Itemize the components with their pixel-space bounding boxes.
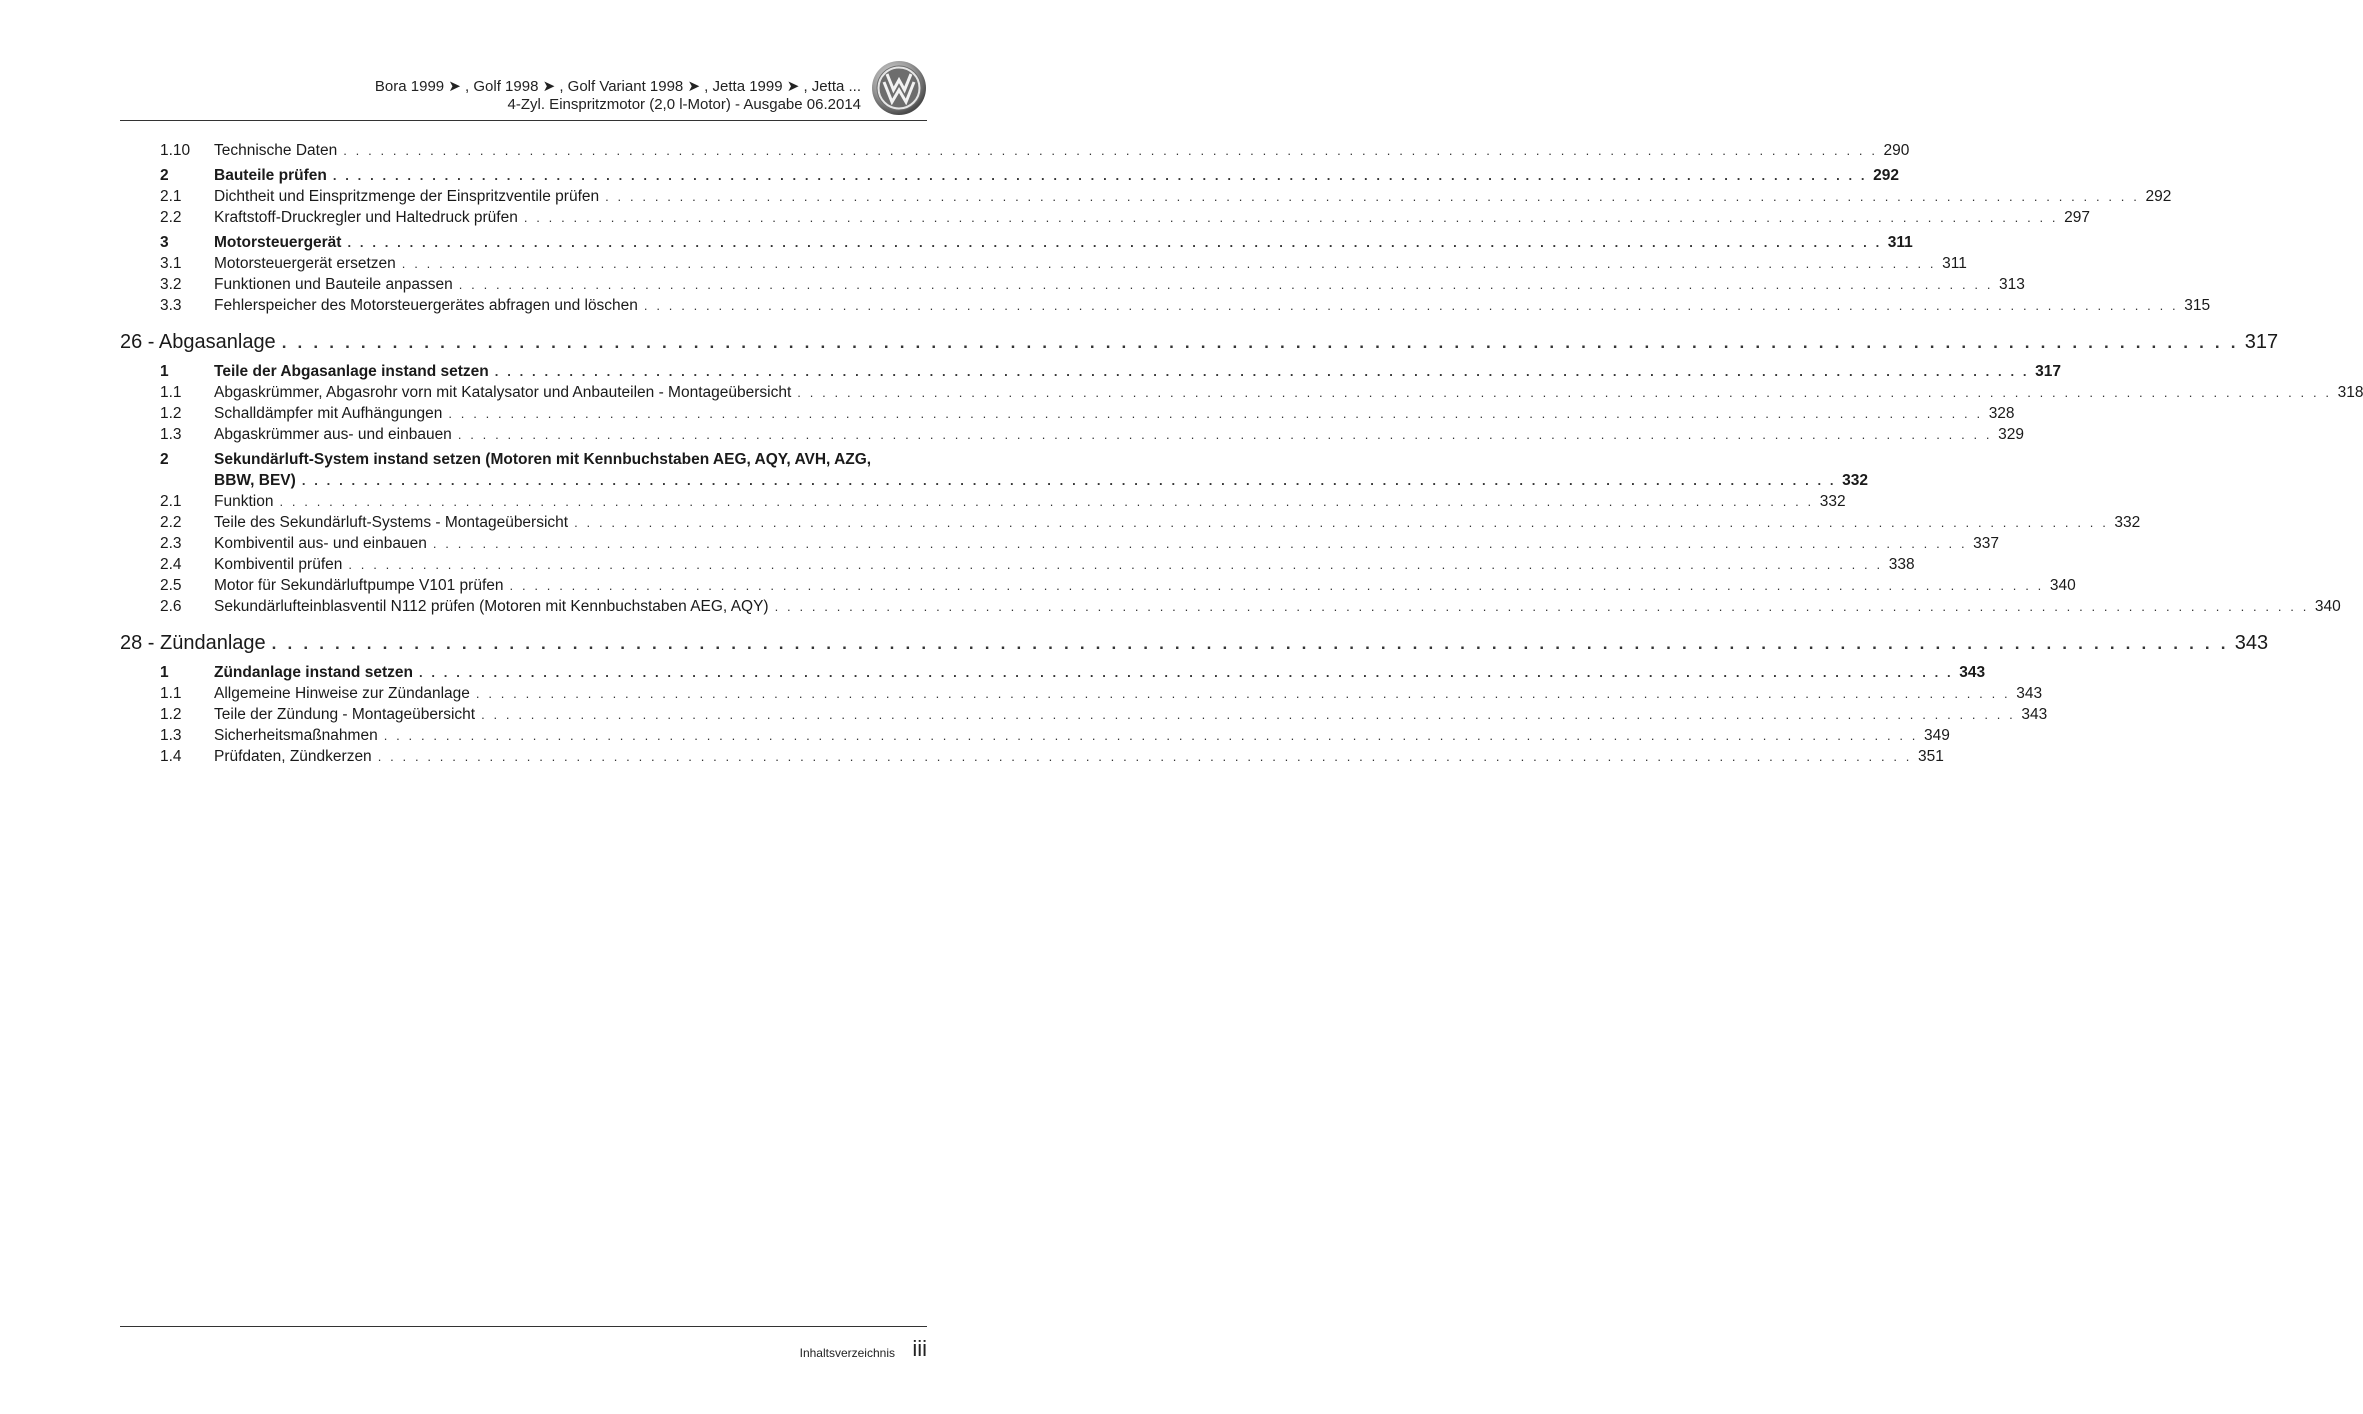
toc-title: Abgaskrümmer aus- und einbauen	[214, 426, 452, 443]
toc-dot-leader	[347, 232, 1881, 253]
chapter-title: 26 - Abgasanlage	[120, 331, 276, 353]
toc-dot-leader	[524, 207, 2058, 228]
toc-page-number: 317	[2035, 363, 2061, 380]
toc-entry[interactable]	[120, 274, 2025, 295]
toc-number: 2.1	[160, 188, 182, 205]
footer-page-number: iii	[912, 1336, 927, 1361]
toc-entry[interactable]	[120, 683, 2043, 704]
toc-number: 3	[160, 234, 169, 251]
toc-page-number: 292	[2145, 188, 2172, 205]
toc-dot-leader	[495, 361, 2029, 382]
toc-page-number: 313	[1999, 276, 2025, 293]
toc-number: 2.5	[160, 577, 182, 594]
toc-title: Zündanlage instand setzen	[214, 664, 413, 681]
toc-entry[interactable]	[120, 232, 1913, 253]
toc-dot-leader	[419, 662, 1953, 683]
toc-page-number: 311	[1887, 234, 1913, 251]
toc-entry[interactable]	[120, 424, 2025, 445]
toc-number: 1.1	[160, 685, 182, 702]
toc-title: Kraftstoff-Druckregler und Haltedruck prüfen	[214, 209, 518, 226]
toc-title: Sekundärlufteinblasventil N112 prüfen (Motoren mit Kennbuchstaben AEG, AQY)	[214, 598, 769, 615]
toc-title: Motorsteuergerät ersetzen	[214, 255, 396, 272]
toc-title: Funktionen und Bauteile anpassen	[214, 276, 453, 293]
toc-entry[interactable]	[120, 662, 1986, 683]
chapter-page-number: 343	[2234, 632, 2269, 654]
toc-title: Technische Daten	[214, 142, 338, 159]
toc-dot-leader	[476, 683, 2010, 704]
toc-number: 1	[160, 363, 169, 380]
toc-number: 1.10	[160, 142, 191, 159]
toc-page-number: 337	[1973, 535, 2000, 552]
toc-dot-leader	[459, 274, 1993, 295]
toc-number: 1.1	[160, 384, 182, 401]
toc-number: 2	[160, 451, 169, 468]
toc-entry[interactable]	[120, 253, 1967, 274]
toc-dot-leader	[378, 746, 1912, 767]
toc-title: Motor für Sekundärluftpumpe V101 prüfen	[214, 577, 504, 594]
footer-divider	[120, 1326, 927, 1327]
toc-dot-leader	[272, 630, 2229, 658]
toc-number: 2.4	[160, 556, 182, 573]
toc-number: 1.2	[160, 706, 182, 723]
vw-logo-icon	[871, 60, 927, 116]
header-divider	[120, 120, 927, 121]
header-text	[375, 78, 861, 114]
toc-number: 1.4	[160, 748, 182, 765]
toc-dot-leader	[282, 329, 2239, 357]
toc-entry[interactable]	[120, 382, 2363, 403]
toc-title: Teile der Abgasanlage instand setzen	[214, 363, 489, 380]
toc-page-number: 332	[2114, 514, 2141, 531]
toc-entry[interactable]	[120, 575, 2076, 596]
toc-page-number: 343	[2021, 706, 2048, 723]
chapter-page-number: 317	[2244, 331, 2279, 353]
toc-entry[interactable]	[120, 295, 2211, 316]
footer-section-label: Inhaltsverzeichnis	[799, 1346, 895, 1360]
toc-page-number: 332	[1842, 472, 1869, 489]
toc-title: Motorsteuergerät	[214, 234, 342, 251]
toc-number: 1.2	[160, 405, 182, 422]
toc-title: Kombiventil prüfen	[214, 556, 343, 573]
toc-number: 3.1	[160, 255, 182, 272]
toc-entry[interactable]	[120, 704, 2048, 725]
toc-dot-leader	[343, 140, 1877, 161]
toc-page-number: 328	[1988, 405, 2015, 422]
chapter-title: 28 - Zündanlage	[120, 632, 266, 654]
toc-dot-leader	[775, 596, 2309, 617]
toc-page-number: 343	[2016, 685, 2043, 702]
toc-dot-leader	[448, 403, 1982, 424]
toc-chapter-26[interactable]	[120, 328, 2279, 357]
toc-title: Teile des Sekundärluft-Systems - Montageübersicht	[214, 514, 569, 531]
header-engine-line: 4-Zyl. Einspritzmotor (2,0 l-Motor) - Ausgabe 06.2014	[507, 96, 861, 113]
toc-dot-leader	[348, 554, 1882, 575]
toc-number: 2.3	[160, 535, 182, 552]
toc-title: Teile der Zündung - Montageübersicht	[214, 706, 476, 723]
toc-dot-leader	[510, 575, 2044, 596]
toc-dot-leader	[279, 491, 1813, 512]
toc-title: Fehlerspeicher des Motorsteuergerätes abfragen und löschen	[214, 297, 638, 314]
toc-dot-leader	[644, 295, 2178, 316]
toc-dot-leader	[333, 165, 1867, 186]
toc-entry[interactable]	[120, 533, 2000, 554]
toc-dot-leader	[433, 533, 1967, 554]
toc-number: 3.2	[160, 276, 182, 293]
toc-dot-leader	[384, 725, 1918, 746]
toc-entry[interactable]	[120, 512, 2141, 533]
toc-page-number: 311	[1942, 255, 1967, 272]
page-header	[120, 60, 927, 120]
toc-page-number: 338	[1888, 556, 1915, 573]
toc-entry[interactable]	[120, 596, 2341, 617]
toc-number: 1.3	[160, 727, 182, 744]
toc-title-line2: BBW, BEV)	[214, 472, 296, 489]
toc-page-number: 318	[2337, 384, 2363, 401]
toc-entry[interactable]	[120, 165, 1900, 186]
toc-dot-leader	[302, 470, 1836, 491]
toc-chapter-28[interactable]	[120, 629, 2269, 658]
toc-dot-leader	[797, 382, 2331, 403]
toc-title: Funktion	[214, 493, 274, 510]
toc-number: 2	[160, 167, 169, 184]
toc-number: 2.6	[160, 598, 182, 615]
toc-entry[interactable]	[120, 554, 1915, 575]
toc-page-number: 329	[1998, 426, 2025, 443]
toc-title: Bauteile prüfen	[214, 167, 327, 184]
toc-page-number: 340	[2049, 577, 2076, 594]
header-vehicle-line: Bora 1999 ➤ , Golf 1998 ➤ , Golf Variant 1998 ➤ , Jetta 1999 ➤ , Jetta ...	[374, 78, 861, 95]
toc-number: 1	[160, 664, 169, 681]
toc-entry[interactable]	[120, 403, 2015, 424]
toc-title: Allgemeine Hinweise zur Zündanlage	[214, 685, 470, 702]
toc-title: Prüfdaten, Zündkerzen	[214, 748, 372, 765]
toc-page-number: 349	[1924, 727, 1950, 744]
table-of-contents	[120, 140, 2363, 767]
toc-dot-leader	[481, 704, 2015, 725]
toc-entry[interactable]	[120, 207, 2091, 228]
toc-title: Schalldämpfer mit Aufhängungen	[214, 405, 443, 422]
toc-page-number: 297	[2064, 209, 2091, 226]
toc-title: Dichtheit und Einspritzmenge der Einspritzventile prüfen	[214, 188, 600, 205]
toc-entry[interactable]	[120, 746, 1944, 767]
toc-page-number: 290	[1883, 142, 1910, 159]
toc-entry[interactable]	[120, 725, 1950, 746]
toc-number: 2.2	[160, 209, 182, 226]
toc-dot-leader	[574, 512, 2108, 533]
toc-entry[interactable]	[120, 491, 1846, 512]
toc-entry[interactable]	[120, 140, 1910, 161]
toc-entry[interactable]	[120, 449, 1869, 491]
toc-page-number: 315	[2184, 297, 2211, 314]
toc-entry[interactable]	[120, 186, 2172, 207]
toc-page-number: 292	[1873, 167, 1900, 184]
toc-title: Kombiventil aus- und einbauen	[214, 535, 427, 552]
toc-page-number: 351	[1918, 748, 1944, 765]
toc-number: 3.3	[160, 297, 182, 314]
toc-number: 1.3	[160, 426, 182, 443]
toc-page-number: 340	[2314, 598, 2341, 615]
toc-title-line1: Sekundärluft-System instand setzen (Motoren mit Kennbuchstaben AEG, AQY, AVH, AZG,	[214, 451, 872, 468]
toc-number: 2.1	[160, 493, 182, 510]
toc-page-number: 343	[1959, 664, 1986, 681]
toc-page-number: 332	[1819, 493, 1846, 510]
toc-title: Abgaskrümmer, Abgasrohr vorn mit Katalysator und Anbauteilen - Montageübersicht	[214, 384, 792, 401]
toc-dot-leader	[458, 424, 1992, 445]
toc-entry[interactable]	[120, 361, 2061, 382]
toc-title: Sicherheitsmaßnahmen	[214, 727, 378, 744]
toc-dot-leader	[605, 186, 2139, 207]
toc-number: 2.2	[160, 514, 182, 531]
toc-dot-leader	[402, 253, 1936, 274]
